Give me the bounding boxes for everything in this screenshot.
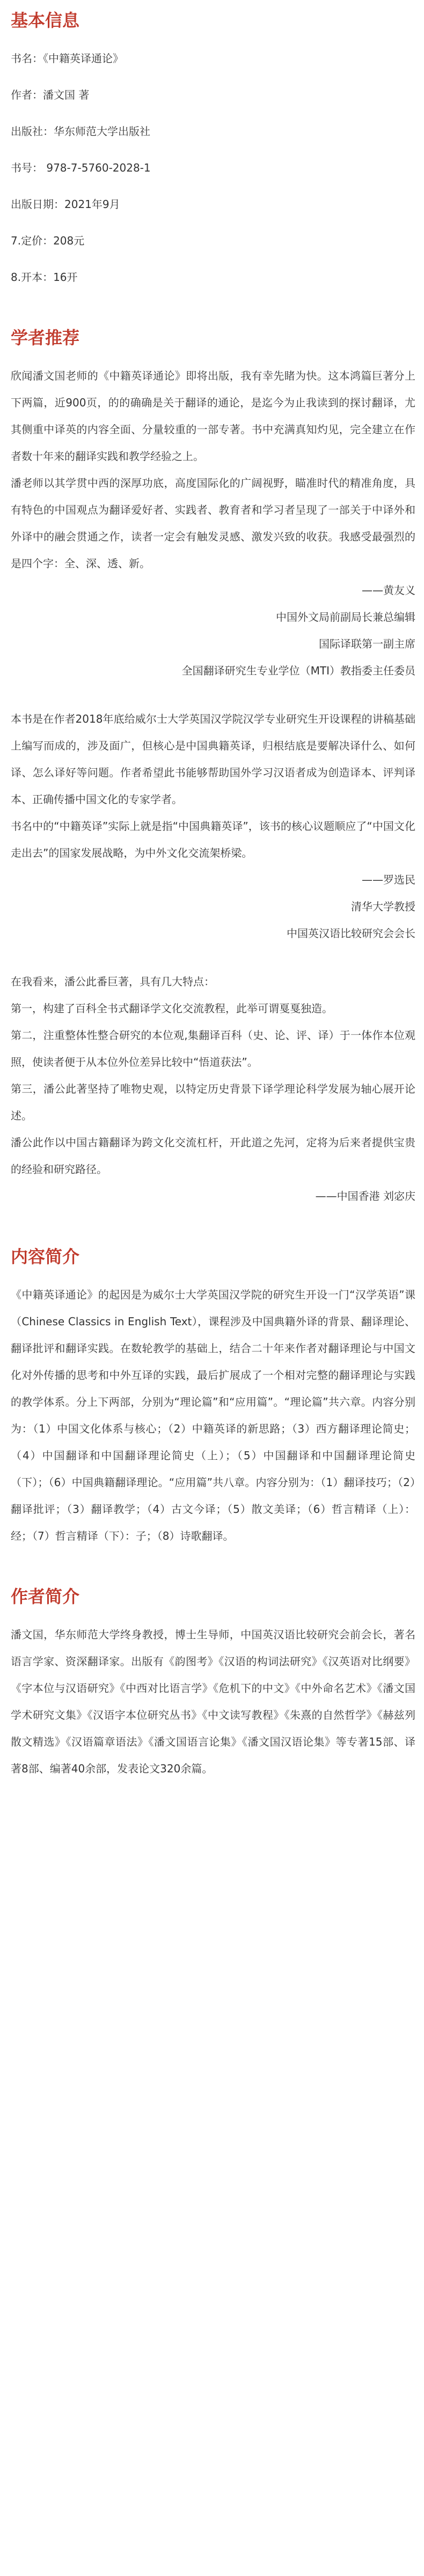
recommend-paragraph: 第一，构建了百科全书式翻译学文化交流教程，此举可谓戛戛独造。: [11, 1002, 333, 1015]
publish-date-line: 出版日期：2021年9月: [11, 198, 120, 211]
summary-title: 内容简介: [11, 1246, 80, 1267]
price-line: 7.定价：208元: [11, 234, 85, 247]
recommender-title: 全国翻译研究生专业学位（MTI）教指委主任委员: [181, 664, 415, 677]
author-title: 作者简介: [11, 1586, 80, 1607]
basic-info-title: 基本信息: [11, 10, 80, 31]
recommendation-1: [11, 362, 415, 684]
recommend-paragraph: 欣闻潘文国老师的《中籍英译通论》即将出版，我有幸先睹为快。这本鸿篇巨著分上下两篇，近900页，的的确确是关于翻译的通论，是迄今为止我读到的探讨翻译，尤其侧重中译英的内容全面、分量较重的一部专著。书中充满真知灼见，完全建立在作者数十年来的翻译实践和教学经验之上。: [11, 369, 415, 463]
publisher-line: 出版社：华东师范大学出版社: [11, 125, 150, 138]
author-paragraph: 潘文国，华东师范大学终身教授，博士生导师，中国英汉语比较研究会前会长，著名语言学家、资深翻译家。出版有《韵图考》《汉语的构词法研究》《汉英语对比纲要》《字本位与汉语研究》《中西对比语言学》《危机下的中文》《中外命名艺术》《潘文国学术研究文集》《汉语字本位研究丛书》《中文读写教程》《朱熹的自然哲学》《赫兹列散文精选》《汉语篇章语法》《潘文国语言论集》《潘文国汉语论集》等专著15部、译著8部、编著40余部，发表论文320余篇。: [11, 1628, 415, 1775]
isbn-line: 书号： 978-7-5760-2028-1: [11, 161, 151, 174]
recommend-paragraph: 潘老师以其学贯中西的深厚功底，高度国际化的广阔视野，瞄准时代的精准角度，具有特色的中国观点为翻译爱好者、实践者、教育者和学习者呈现了一部关于中译外和外译中的融会贯通之作，读者一定会有触发灵感、激发兴致的收获。我感受最强烈的是四个字：全、深、透、新。: [11, 477, 415, 570]
format-line: 8.开本：16开: [11, 271, 78, 284]
recommend-paragraph: 潘公此作以中国古籍翻译为跨文化交流杠杆，开此道之先河，定将为后来者提供宝贵的经验和研究路径。: [11, 1136, 415, 1176]
author-section: [11, 1582, 415, 1782]
summary-paragraph: 《中籍英译通论》的起因是为威尔士大学英国汉学院的研究生开设一门“汉学英语”课（Chinese Classics in English Text），课程涉及中国典籍外译的背景、翻译理论、翻译批评和翻译实践。在数轮教学的基础上，结合二十年来作者对翻译理论与中国文化对外传播的思考和中外互译的实践，最后扩展成了一个相对完整的翻译理论与实践的教学体系。分上下两部，分别为“理论篇”和“应用篇”。“理论篇”共六章。内容分别为：（1）中国文化体系与核心；（2）中籍英译的新思路；（3）西方翻译理论简史；（4）中国翻译和中国翻译理论简史（上）；（5）中国翻译和中国翻译理论简史（下）；（6）中国典籍翻译理论。“应用篇”共八章。内容分别为：（1）翻译技巧；（2）翻译批评；（3）翻译教学；（4）古文今译；（5）散文美译；（6）哲言精译（上）：经；（7）哲言精译（下）：子；（8）诗歌翻译。: [11, 1288, 415, 1542]
author-line: 作者：潘文国 著: [11, 88, 90, 101]
recommender-title: 中国英汉语比较研究会会长: [287, 927, 415, 940]
recommender-title: 清华大学教授: [351, 900, 415, 913]
recommend-paragraph: 在我看来，潘公此番巨著，具有几大特点：: [11, 975, 215, 988]
summary-section: [11, 1242, 415, 1549]
recommender-name: ——罗选民: [362, 873, 415, 886]
basic-info-section: [11, 5, 415, 291]
recommender-title: 国际译联第一副主席: [319, 637, 415, 650]
recommend-title: 学者推荐: [11, 328, 80, 348]
book-name-line: 书名：《中籍英译通论》: [11, 52, 123, 65]
recommend-paragraph: 书名中的“中籍英译”实际上就是指“中国典籍英译”，该书的核心议题顺应了“中国文化走出去”的国家发展战略，为中外文化交流架桥梁。: [11, 820, 415, 859]
recommend-paragraph: 第三，潘公此著坚持了唯物史观，以特定历史背景下译学理论科学发展为轴心展开论述。: [11, 1082, 415, 1122]
recommendation-3: [11, 968, 415, 1209]
recommender-title: 中国外文局前副局长兼总编辑: [276, 611, 415, 623]
recommender-name: ——黄友义: [362, 584, 415, 597]
recommend-paragraph: 第二，注重整体性整合研究的本位观,集翻译百科（史、论、评、译）于一体作本位观照，使读者便于从本位外位差异比较中“悟道获法”。: [11, 1029, 415, 1068]
recommend-paragraph: 本书是在作者2018年底给威尔士大学英国汉学院汉学专业研究生开设课程的讲稿基础上编写而成的，涉及面广，但核心是中国典籍英译，归根结底是要解决译什么、如何译、怎么译好等问题。作者希望此书能够帮助国外学习汉语者成为创造译本、评判译本、正确传播中国文化的专家学者。: [11, 712, 415, 806]
recommend-section: [11, 323, 415, 1209]
recommender-name: ——中国香港 刘宓庆: [315, 1190, 415, 1202]
recommendation-2: [11, 706, 415, 947]
